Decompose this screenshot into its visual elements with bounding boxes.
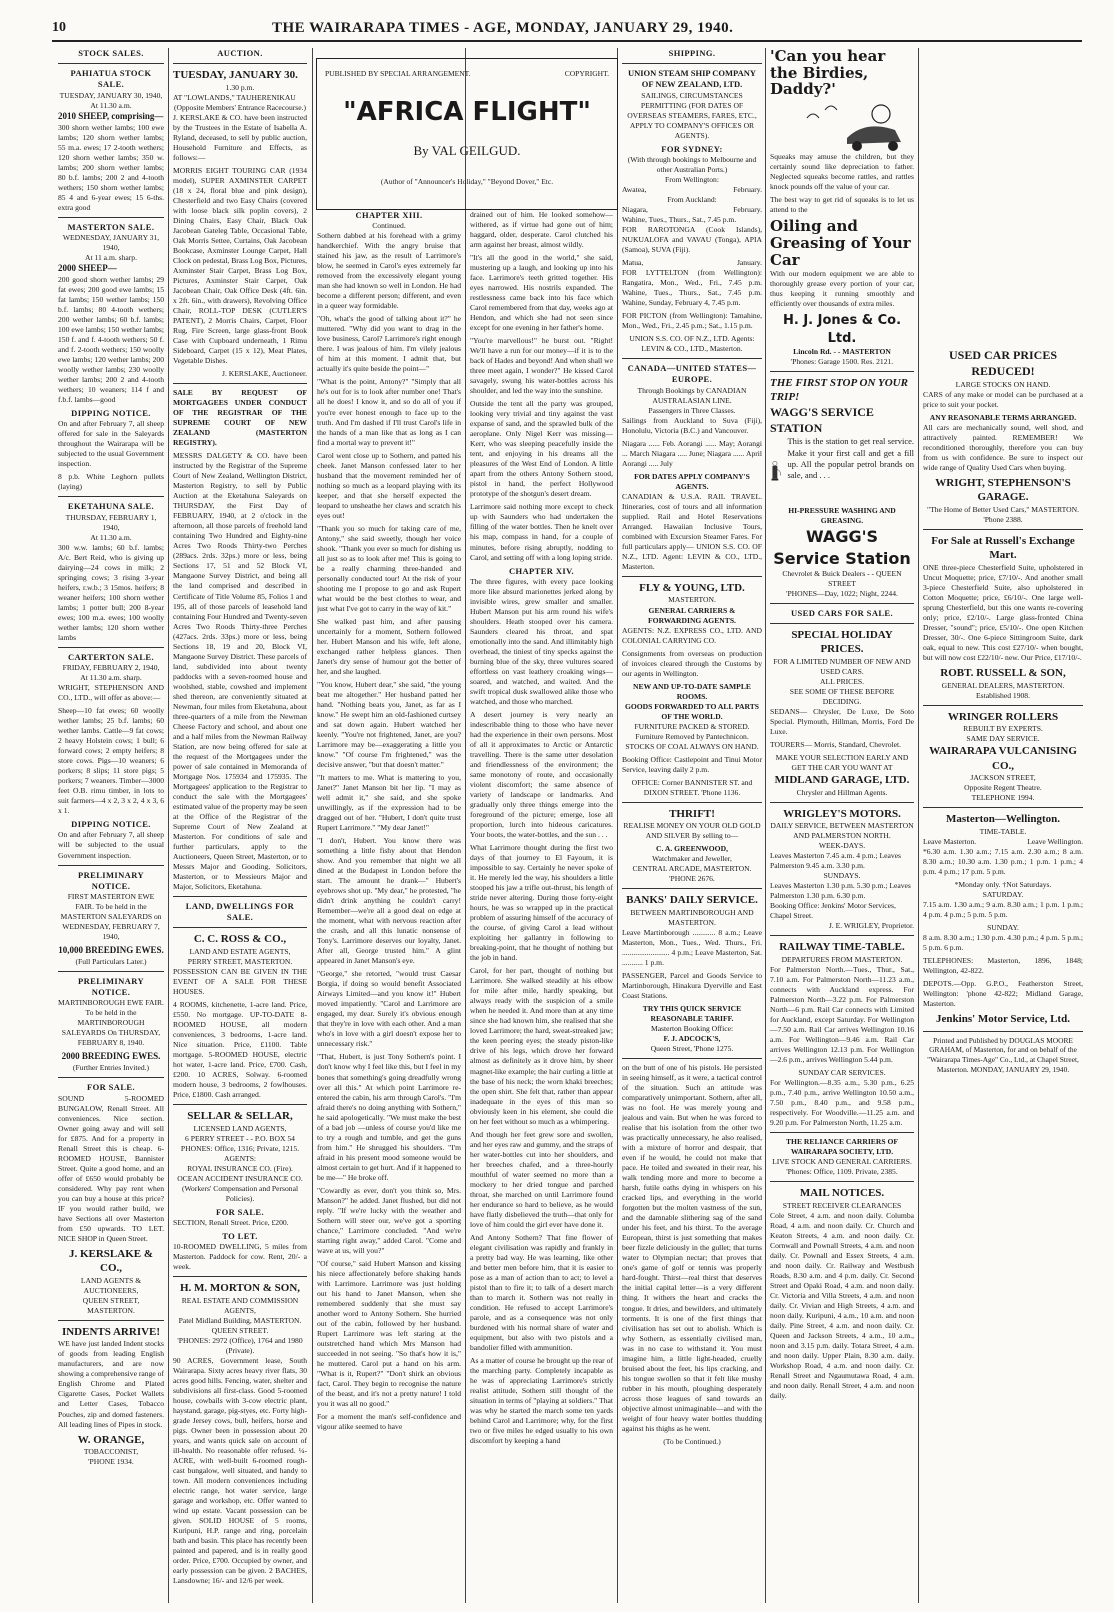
sailing-month: February. bbox=[733, 185, 762, 194]
serial-title-box bbox=[316, 58, 618, 210]
tolet-item: 10-ROOMED DWELLING, 5 miles from Masterton. Paddock for cow. Rent, 20/- a week. bbox=[173, 1242, 307, 1272]
firm-phone: 'PHONE 1934. bbox=[88, 1457, 134, 1467]
route-schedule: Niagara ...... Feb. Aorangi ...... May; Aorangi ... March Niagara ..... June; Niagara ...... April Aorangi ..... July bbox=[622, 438, 762, 468]
route-lyttelton: FOR LYTTELTON (from Wellington): Rangatira, Mon., Wed., Fri., 7.45 p.m. Wahine, Tues., Thurs., Sat., 7.45 p.m. Wahine, Sunday, February 4, 7.45 p.m. bbox=[622, 268, 762, 308]
mail-times: Cole Street, 4 a.m. and noon daily. Columba Road, 4 a.m. and noon daily. Cr. Church and Keaton Streets, 4 a.m. and noon daily. Cr. Cornwall and Pownall Streets, 4 a.m. and noon daily. Cr. Pownall and Essex Streets, 4 a.m. and noon daily. Cr. Railway and Westbush Roads, 8.30 a.m. and 4 p.m. daily. Cr. Second Street and Opaki Road, 4 a.m. and noon daily. Cr. Victoria and Villa Streets, 4 a.m. and noon daily. Cr. Vivian and High Streets, 4 a.m. and noon daily. Kuripuni, 4 a.m., 10 a.m. and noon daily. Pine Street, 4 a.m. and noon daily. Cr. Queen and Jackson Streets, 4 a.m., 10 a.m., noon and 3.15 p.m. daily. Totara Street, 4 a.m. and noon daily. Upper Plain, 8.30 a.m. daily. Workshop Road, 4 a.m. and noon daily. Cr. Renall Street and Ngaumutawa Road, 4 a.m. and noon daily. Renall Street, 4 a.m. and noon daily. bbox=[770, 1210, 914, 1401]
firm-address: 6 PERRY STREET - - P.O. BOX 54 bbox=[185, 1133, 295, 1143]
auction-note: (Opposite Members' Entrance Racecourse.) bbox=[173, 102, 307, 112]
mortgagee-body: MESSRS DALGETY & CO. have been instructed by the Registrar of the Supreme Court of New Zealand, Wellington District, Masterton Registry, to sell by Public Auction at the Eketahuna Saleyards on THURSDAY, the First Day of FEBRUARY, 1940, at 2 o'clock in the afternoon, all those parcels of freehold land containing Two Hundred and Eighty-nine Acres Two Roods Thirty-two Perches (289acs. 2rds. 32ps.) more or less, being Sections 17, 51 and 52 Block VI, Mangaone Survey District, and being all the land comprised and described in Certificate of Title Volume 85, Folios 1 and 195, all of those parcels of leasehold land containing Four Hundred and Twenty-seven Acres Two Roods Thirty-three Perches (427acs. 2rds. 33ps.) more or less, being Sections 18, 19 and 20, Block VI, Mangaone Survey District. These parcels of land, subdivided into about twenty paddocks with a seven-roomed house and woolshed, stable, cowshed and implement shed thereon, are conveniently situated at Newman, four miles from Eketahuna, about three-quarters of a mile from the Newman Cheese Factory and school, and about one and a half miles from the Newman Railway Station, are now being offered for sale at the request of the Mortgagees under the power of sale contained in Memoranda of Mortgage Nos. 175934 and 175935. The Mortgagees' application to the Registrar to conduct the sale with the Mortgagees' estimated value of the property may be seen at the Office of the Registrar of the Supreme Court of New Zealand at Masterton. For conditions of sale and further particulars, apply to the Auctioneers, Queen Street, Masterton, or to Messrs Major and Gooding, Solicitors, Masterton, or to Messieurs Major and Major, Solicitors, Eketahuna. bbox=[173, 451, 307, 891]
railway-sub: DEPARTURES FROM MASTERTON. bbox=[781, 954, 903, 964]
firm-sub: "The Home of Better Used Cars," MASTERTON. 'Phone 2388. bbox=[927, 504, 1079, 524]
story-paragraph: Sothern dabbed at his forehead with a grimy handkerchief. With the angry bruise that stained his jaw, as the result of Larrimore's blow, he seemed in Carol's eyes extremely far removed from the excessively elegant young man she had known so well in London. He had become a different person; different, and even in a queer way formidable. bbox=[317, 231, 461, 311]
proprietor: J. E. WRIGLEY, Proprietor. bbox=[828, 921, 914, 931]
story-paragraph: "What is the point, Antony?" "Simply that all he's out for is to look after number one! That's all he does! I know it, and so do all of you if you're ever honest enough to face up to the truth. And I'm dashed if I'll trust Carol's life in the hands of a man like that as long as I can find a mortal way to prevent it!" bbox=[317, 377, 461, 447]
petrol-pump-icon bbox=[770, 436, 783, 506]
car-list: SEDANS— Chrysler, De Luxe, De Soto Special. Plymouth, Hillman, Morris, Ford De Luxe. bbox=[770, 707, 914, 737]
timetable-rows: 8 a.m. 8.30 a.m.; 1.30 p.m. 4.30 p.m.; 4 p.m. 5 p.m.; 5 p.m. 6 p.m. bbox=[923, 932, 1083, 952]
sale-date: FRIDAY, FEBRUARY 2, 1940, bbox=[62, 663, 160, 673]
auction-items: MORRIS EIGHT TOURING CAR (1934 model), SUPER AXMINSTER CARPET (18 x 24, floral blue and pink design), Chesterfield and two Easy Chairs (covered with loose black silk poplin covers), 2 Dining Chairs, Easy Chair, Black Oak Jacobean Gateleg Table, Occasional Table, Oak Morris Settee, Curtains, Oak Jacobean Bookcase, Axminster Lounge Carpet, Hall Clock on pedestal, Brass Log Box, Pictures, Axminster Stair Carpet, Brass Log Box, Pictures, Axminster Stair Carpet, Oak Jacobean Chair, Oak Office Desk (4ft. 6in. x 2ft. 6in., with drawers), Revolving Office Chair, ROLL-TOP DESK (CUTLER'S PATENT), 2 Morris Chairs, Carpet, Floor Rug, Fire Screen, large glass-front Book Case with Cupboard underneath, 1 Rimu Sideboard, Carpet (15 x 12), Meat Plates, Vegetable Dishes. bbox=[173, 165, 307, 366]
story-paragraph: "It's all the good in the world," she said, mustering up a laugh, and looking up into his face. Larrimore's teeth gritted together. His eyes narrowed. His nostrils expanded. The restlessness came back into his face which Carol remembered from that day, weeks ago at Hendon, and which she had not seen since except for one evening in her father's home. bbox=[470, 253, 613, 333]
route-from: From Auckland: bbox=[667, 195, 717, 205]
story-paragraph: "Thank you so much for taking care of me, Antony," she said sweetly, though her voice shook. "Thank you ever so much for dishing us all just so as to look after me! This is going to be a really charming three-handed and personally conducted tour! At the risk of your shooting me I propose to go and ask Rupert what would be the best clothes to wear, and just what I've got to carry in the way of kit." bbox=[317, 523, 461, 613]
column-serial-story bbox=[317, 210, 461, 1603]
shipping-agent: UNION S.S. CO. OF N.Z., LTD. Agents: LEVIN & CO., LTD., Masterton. bbox=[629, 334, 755, 354]
railway-times: For Wellington.—8.35 a.m., 5.30 p.m., 6.25 p.m., 7.40 p.m., arrive Wellington 10.50 a.m., 7.50 p.m., 8.40 p.m., and 9.58 p.m., respectively. For Woodville.—11.25 a.m. and 9.20 p.m. For Palmerston North, 11.25 a.m. bbox=[770, 1078, 914, 1128]
firm-sub: LIVE STOCK AND GENERAL CARRIERS. bbox=[772, 1157, 912, 1167]
story-paragraph: The three figures, with every pace looking more like absurd marionettes jerked along by invisible wires, grew smaller and smaller. Hubert Manson put his arm round his wife's shoulders. Heath stooped over his camera. Saunders cleared his throat, and spat emotionally into the sand. And illimitably high overhead, the tiniest of tiny specks against the burning blue of the sky, three vultures soared effortless on vast leathery croaking wings—soared, and watched, and waited. And the swift tropical dusk swallowed alike those who watched, and those who marched. bbox=[470, 576, 613, 706]
story-paragraph: "Cowardly as ever, don't you think so, Mrs. Manson?" he added. Janet flushed, but did not reply. "If we're lucky with the weather and Sothern will steer our, we've got a sporting chance," Larrimore concluded. "And we're starting right away," added Carol. "Come and wave at us, will you?" bbox=[317, 1185, 461, 1255]
sailing-month: January. bbox=[736, 258, 762, 268]
route-from: From Wellington: bbox=[665, 174, 719, 184]
sale-title: EKETAHUNA SALE. bbox=[67, 501, 155, 512]
column-rule bbox=[617, 48, 618, 1603]
firm-established: Established 1908. bbox=[976, 690, 1030, 700]
firm-phone: 'Phones: Garage 1500. Res. 2121. bbox=[790, 356, 894, 366]
ad-sub: WAGG'S SERVICE STATION bbox=[770, 404, 874, 435]
firm-body: Consignments from overseas on production of invoices cleared through the Customs by our agents in Wellington. bbox=[622, 648, 762, 678]
firm-agents: AGENTS: N.Z. EXPRESS CO., LTD. AND COLONIAL CARRYING CO. bbox=[622, 625, 762, 645]
route-note: Passengers in Three Classes. bbox=[648, 405, 736, 415]
copyright-note: COPYRIGHT. bbox=[564, 69, 609, 78]
listing-notice: POSSESSION CAN BE GIVEN IN THE EVENT OF A SALE FOR THESE HOUSES. bbox=[173, 966, 307, 996]
sale-date: WEDNESDAY, JANUARY 31, 1940, bbox=[62, 232, 160, 252]
sale-title: PAHIATUA STOCK SALE. bbox=[70, 68, 152, 90]
car-driver-illustration bbox=[777, 98, 907, 152]
notice-title: DIPPING NOTICE. bbox=[71, 408, 151, 419]
timetable-depots: DEPOTS.—Opp. G.P.O., Featherston Street, Wellington: 'phone 42-822; Midland Garage, Masterton. bbox=[923, 978, 1083, 1008]
firm-dealers: Chevrolet & Buick Dealers - - QUEEN STREET bbox=[782, 568, 902, 588]
firm-sub: LICENSED LAND AGENTS, bbox=[193, 1123, 287, 1133]
ad-sub: MAKE YOUR SELECTION EARLY AND GET THE CAR YOU WANT AT bbox=[775, 753, 909, 773]
story-paragraph: Outside the tent all the party was grouped, looking very trivial and tiny against the vast expanse of sand, and the sprawled bulk of the aeroplane. Only Nigel Kerr was missing—Kerr, who was sleeping peacefully inside the tent, and enjoying in his dreams all the pleasures of the West End of London. A little apart from the others Antony Sothern stood, pistol in hand, the perfect Hollywood prototype of the shotgun's desert dream. bbox=[470, 399, 613, 499]
ad-big-text: Oiling and Greasing of Your Car bbox=[770, 216, 911, 270]
firm-phone: TELEPHONE 1994. bbox=[971, 793, 1035, 803]
sailing-month: February. bbox=[733, 205, 762, 215]
story-paragraph: For a moment the man's self-confidence and vigour alike seemed to have bbox=[317, 1412, 461, 1432]
story-paragraph: As a matter of course he brought up the rear of the marching party. Completely incapable as he was of appreciating Larrimore's strictly realist attitude, Sothern still thought of the situation in terms of "playing at soldiers." That was why he started the march some ten yards behind Carol and Larrimore; why, for the first two or five miles he edged usually to his own discomfort by keeping a hand bbox=[470, 1355, 613, 1446]
firm-feature: FURNITURE PACKED & STORED. Furniture Removed by Pantechnicon. STOCKS OF COAL ALWAYS ON HAND. bbox=[625, 721, 759, 751]
birdies-ad bbox=[770, 48, 914, 367]
notice-note: (Full Particulars Later.) bbox=[75, 956, 147, 966]
firm-name: THE RELIANCE CARRIERS OF WAIRARAPA SOCIETY, LTD. bbox=[785, 1137, 899, 1157]
ad-title: INDENTS ARRIVE! bbox=[61, 1325, 161, 1338]
story-paragraph: drained out of him. He looked somehow—withered, as if virtue had gone out of him; haggard, older, desperate. Carol clutched his arm against her breast, almost wildly. bbox=[470, 210, 613, 250]
printer-imprint: Printed and Published by DOUGLAS MOORE GRAHAM, of Masterton, for and on behalf of the "Wairarapa Times-Age" Co., Ltd., at Chapel Street, Masterton. MONDAY, JANUARY 29, 1940. bbox=[927, 1035, 1079, 1074]
firm-name: W. ORANGE, bbox=[77, 1433, 145, 1446]
forsale-items: SOUND 5-ROOMED BUNGALOW, Renall Street. All conveniences. Nice section. Owner going away and will sell for £875. And for a property in Renall Street this is cheap. 6-ROOMED HOUSE, Bannister Street. Quite a good home, and an offer of £650 would probably be considered. Why pay rent when you can buy a house at this price? IF you would rather build, we have Sections all over Masterton from £50 upwards. TO LET. NICE SHOP in Queen Street. bbox=[58, 1093, 164, 1243]
ad-title: THRIFT! bbox=[669, 807, 715, 820]
timetable-head: SUNDAY. bbox=[987, 922, 1019, 932]
listing-items: 90 ACRES, Government lease, South Wairarapa. Sixty acres heavy river flats, 30 acres good hills. Fencing, water, shelter and subdivisions all first-class. Good 5-roomed house, cowbails with 3-cow electric plant, haystand, garage, pig-styes, etc. Forty high-grade Jersey cows, bull, heifers, horse and pigs. Owner been in possession about 20 years, and wants quick sale on account of ill-health. No reasonable offer refused. ¼-ACRE, with well-built 6-roomed rough-cast bungalow, well situated, and handy to town. All modern conveniences including electric range, hot water service, large garage and workshop, etc. Offer wanted to wind up estate. Vacant possession can be given. SOLID HOUSE of 5 rooms, Kuripuni, H.P. range and ring, porcelain bath and basin. This place has recently been painted and papered, and is in really good order. Price, £700. Occupied by owner, and early possession can be given. 2 BACHES, Lansdowne; 16/- and 12/6 per week. bbox=[173, 1355, 307, 1586]
firm-name: C. C. ROSS & CO., bbox=[193, 933, 287, 946]
serial-author-note: (Author of "Announcer's Holiday," "Beyond Dover," Etc. bbox=[380, 177, 554, 186]
story-paragraph: on the butt of one of his pistols. He persisted in seeing himself, as it were, a tactical control of the situation. Such an attitude was comparatively unimportant. Sothern, after all, was no fool. He was merely young and jealous and vain. But when he was forced to realise that his isolation from the other two was practically unnecessary, he also realised, with a mixture of horror and despair, that even if he would, he could not make that pace. He toiled and sweated in their rear, his walk tending more and more to become a harsh, futile oaths dying in whispers on his cracked lips, and everything in the world forgotten but the molten vastness of the sun, and the damnable slithering sag of the sand under his feet, and his thirst. To the average European, thirst is just something that makes beer fizzle deliciously in the gullet; that turns water to Olympian nectar; that proves that one's game of golf or tennis was properly hard-fought. Thirst—real thirst that deserves the initial capital letter—is a very different thing. It withers the heart and cracks the tongue. It dries, and bewilders, and ultimately torments. It is one of the first things that civilisation has set out to abolish. Which is why Sothern, as essentially civilised man, was in no case to withstand it. You must imagine him, a little light-headed, cruelly bruised about the feet, his lips cracking, and his tongue swollen so that it felt like mushy rubber in his mouth, ploughing desperately across those leagues of sand towards an objective almost unimaginable—and with the weight of four heavy water bottles thudding against his thighs as he went. bbox=[622, 1063, 762, 1433]
firm-sub: LAND AGENTS & AUCTIONEERS, bbox=[80, 1275, 142, 1295]
firm-address: OFFICE: Corner BANNISTER ST. and DIXON STREET. 'Phone 1136. bbox=[631, 777, 753, 797]
ship-name: Awatea, bbox=[622, 185, 647, 194]
forsale-title: FOR SALE. bbox=[87, 1082, 135, 1093]
timetable-header-row bbox=[923, 837, 1083, 847]
section-heading: USED CARS FOR SALE. bbox=[790, 607, 894, 618]
firm-location: Opposite Regent Theatre. bbox=[964, 783, 1042, 793]
sale-time: At 11.30 a.m. sharp. bbox=[80, 673, 142, 683]
ad-feature: HI-PRESSURE WASHING AND GREASING. bbox=[788, 506, 896, 526]
column-rule bbox=[465, 48, 466, 1603]
sale-lot: 10,000 BREEDING EWES. bbox=[58, 945, 164, 956]
timetable-rows: 7.15 a.m. 1.30 a.m.; 9 a.m. 8.30 a.m.; 1 p.m. 1 p.m.; 4 p.m. 4 p.m.; 5 p.m. 5 p.m. bbox=[923, 899, 1083, 919]
wagg-ad bbox=[770, 376, 914, 599]
route-note: (With through bookings to Melbourne and other Australian Ports.) bbox=[627, 154, 757, 174]
ad-sub: SAME DAY SERVICE. bbox=[966, 734, 1040, 744]
sailing-row: Wahine, Tues., Thurs., Sat., 7.45 p.m. bbox=[622, 215, 737, 225]
firm-phone: 'PHONES—Day, 1022; Night, 2244. bbox=[786, 588, 898, 598]
timetable-notes: *Monday only. †Not Saturdays. bbox=[954, 879, 1052, 889]
firm-name: WAIRARAPA VULCANISING CO., bbox=[929, 745, 1077, 772]
firm-sub: GENERAL CARRIERS & FORWARDING AGENTS. bbox=[648, 605, 736, 625]
firm-name: J. KERSLAKE & CO., bbox=[68, 1247, 154, 1275]
timetable-sub: TIME-TABLE. bbox=[979, 826, 1027, 836]
column-misc-ads bbox=[923, 48, 1083, 1603]
page-number: 10 bbox=[52, 20, 66, 35]
firm-agents: AGENTS: bbox=[223, 1153, 257, 1163]
ad-body: With our modern equipment we are able to thoroughly grease every portion of your car, thus keeping it running smoothly and efficiently over thousands of extra miles. bbox=[770, 269, 914, 309]
notice-note: (Further Entries Invited.) bbox=[72, 1063, 150, 1073]
notice-title: PRELIMINARY NOTICE. bbox=[78, 869, 144, 891]
timetable-title: Masterton—Wellington. bbox=[946, 813, 1060, 826]
timetable-tel: TELEPHONES: Masterton, 1896, 1848; Wellington, 42-822. bbox=[923, 955, 1083, 975]
sale-items: 200 good shorn wether lambs; 29 fat ewes; 200 good ewe lambs; 15 fat lambs; 150 wether lambs; 150 b.f. lambs; 80 4-tooth wethers; 200 wether lambs; 60 b.f. lambs; 100 ewe lambs; 150 wether lambs; 150 f. and f. 4-tooth wethers; 50 f. and f. 2-tooth wethers; 150 woolly ewe lambs; 120 wether lambs; 200 woolly wether lambs; 230 woolly wether lambs; 200 2 and 4-tooth wethers; 10 weaners; 114 f and f.b.f. lambs—good bbox=[58, 274, 164, 405]
car-list: TOURERS— Morris, Standard, Chevrolet. bbox=[770, 740, 902, 750]
story-paragraph: Carol went close up to Sothern, and patted his cheek. Janet Manson confessed later to her husband that the movement reminded her of nothing so much as a leopard playing with its keeper, and that she herself expected the leopard to unsheathe her claws and scratch his eyes out! bbox=[317, 450, 461, 520]
firm-sub: LAND AND ESTATE AGENTS, bbox=[189, 946, 291, 956]
publish-note: PUBLISHED BY SPECIAL ARRANGEMENT. bbox=[325, 69, 471, 78]
mail-sub: STREET RECEIVER CLEARANCES bbox=[782, 1200, 902, 1210]
story-paragraph: "It matters to me. What is mattering to you, Janet?" Janet Manson bit her lip. "I may as well admit it," she said, and she spoke unwillingly, as if the expression had to be dragged out of her. "Hubert, I don't quite trust Rupert Larrimore." "My dear Janet!" bbox=[317, 773, 461, 833]
sale-time: At 11.30 a.m. bbox=[90, 532, 132, 542]
sale-title: CARTERTON SALE. bbox=[67, 651, 154, 662]
ad-title: For Sale at Russell's Exchange Mart. bbox=[931, 534, 1075, 562]
serial-title: "AFRICA FLIGHT" bbox=[343, 97, 591, 127]
ad-body: The best way to get rid of squeaks is to let us attend to the bbox=[770, 194, 914, 214]
story-paragraph: "George," she retorted, "would trust Caesar Borgia, if doing so would benefit Associated Airways Limited—and you know it!" Hubert moved impatiently. "Carol and Larrimore are engaged, my dear. Surely it's obvious enough that they're in love with each other. And a man who's in love with a girl doesn't expose her to unnecessary risk." bbox=[317, 969, 461, 1049]
firm-feature: GOODS FORWARDED TO ALL PARTS OF THE WORLD. bbox=[624, 701, 760, 721]
firm-sub: Watchmaker and Jeweller, bbox=[652, 854, 732, 864]
auctioneer-signature: J. KERSLAKE, Auctioneer. bbox=[222, 369, 307, 379]
ship-name: Niagara, bbox=[622, 205, 648, 215]
story-paragraph: And though her feet grew sore and swollen, and her eyes raw and gummy, and the straps of her water-bottles cut into her shoulders, and her breeches chafed, and a three-hourly mouthful of water seemed no more than a mockery to her dried tongue and parched throat, she marched on until Larrimore found her endurance so hard to believe, as he would have flatly disbelieved the truth—that only for love of him could the girl ever have done it. bbox=[470, 1129, 613, 1229]
firm-address: Patel Midland Building, MASTERTON. QUEEN STREET. bbox=[178, 1315, 302, 1335]
timetable-head: WEEK-DAYS. bbox=[818, 841, 866, 851]
column-auction bbox=[173, 48, 307, 1603]
story-paragraph: "You're marvellous!" he burst out. "Right! We'll have a run for our money—if it is to the back of Hades and beyond! And when shall we three meet again, I wonder?" He kissed Carol savagely, swung his water-bottles across his shoulder, and led the way into the sunshine. bbox=[470, 336, 613, 396]
ad-sub: LARGE STOCKS ON HAND. bbox=[955, 379, 1051, 389]
column-spacer bbox=[923, 48, 1083, 348]
firm-sub: GENERAL DEALERS, MASTERTON. bbox=[941, 680, 1065, 690]
ad-title: BANKS' DAILY SERVICE. bbox=[626, 894, 758, 907]
timetable-rows: Leaves Masterton 7.45 a.m. 4 p.m.; Leaves Palmerston 9.45 a.m. 3.30 p.m. bbox=[770, 851, 901, 871]
ad-body: ONE three-piece Chesterfield Suite, upholstered in Uncut Moquette; price, £7/10/-. And another small 3-piece Chesterfield Suite, also upholstered in Cotton Moquette; price, £6/10/-. One large well-sprung Chesterfield, but this one wants re-covering only; price, £2/10/-. Large glass-fronted China Dresser, "sound"; price, £5/10/-. One open Kitchen Dresser, 30/-. One 6-piece Sittingroom Suite, dark oak, equal to new. This cost £27/10/- when bought, but will now cost £22/10/- new. Our Price, £17/10/-. bbox=[923, 562, 1083, 663]
firm-name: ROBT. RUSSELL & SON, bbox=[940, 667, 1066, 680]
firm-phone: PHONES: Office, 1316; Private, 1215. bbox=[180, 1143, 300, 1153]
route-title: FOR SYDNEY: bbox=[661, 143, 723, 154]
firm-address: Queen Street, 'Phone 1275. bbox=[650, 1044, 734, 1054]
notice-body: On and after February 7, all sheep will be subjected to the usual Government inspection. bbox=[58, 830, 164, 860]
timetable-head: SATURDAY. bbox=[982, 889, 1024, 899]
story-paragraph: "You know, Hubert dear," she said, "the young beat me altogether." Her husband patted her hand. "Nothing beats you, Janet, as far as I know." He swept him an old-fashioned curtsey and sat down again. Hubert watched her keenly. "You're not frightened, Janet, are you? Larrimore may be—exaggerating a little you know." "Of course I'm frightened," was the decisive answer, "but that doesn't matter." bbox=[317, 679, 461, 770]
ad-title: SPECIAL HOLIDAY PRICES. bbox=[791, 628, 893, 656]
firm-address: QUEEN STREET, MASTERTON. bbox=[82, 1295, 140, 1315]
notice-extra: 8 p.b. White Leghorn pullets (laying) bbox=[58, 472, 164, 492]
route-note: Through Bookings by CANADIAN AUSTRALASIAN LINE. bbox=[637, 385, 747, 405]
notice-body: FIRST MASTERTON EWE FAIR. To be held in the MASTERTON SALEYARDS on WEDNESDAY, FEBRUARY 7, 1940, bbox=[60, 891, 162, 942]
firm-name: UNION STEAM SHIP COMPANY OF NEW ZEALAND, LTD. bbox=[627, 68, 757, 90]
story-paragraph: A desert journey is very nearly an indescribable thing to those who have never had the experience in their own persons. Most of all it approximates to Arctic or Antarctic travelling. There is the same utter desolation and friendlessness of the environment; the same monotony of route, and occasionally violent discomfort; the same absence of variety of landscape or landmarks. And gradually only three things emerge into the foreground of the picture; emerge, lose all proportion, lurch into hideous caricatures. Your boots, the water-bottles, and the sun . . . bbox=[470, 709, 613, 840]
mail-title: MAIL NOTICES. bbox=[799, 1187, 885, 1200]
booking-office: Masterton Booking Office: bbox=[650, 1024, 734, 1034]
booking-office: Booking Office: Jenkins' Motor Services, Chapel Street. bbox=[770, 901, 896, 921]
auction-time: 1.30 p.m. bbox=[225, 82, 255, 92]
firm-booking: Booking Office: Castlepoint and Tinui Motor Service, leaving daily 2 p.m. bbox=[622, 754, 762, 774]
notice-body: On and after February 7, all sheep offered for sale in the Saleyards throughout the Wairarapa will be subjected to the usual Government inspection. bbox=[58, 419, 164, 469]
sale-time: At 11 a.m. sharp. bbox=[84, 252, 138, 262]
railway-times: For Palmerston North.—Tues., Thur., Sat., 7.10 a.m. For Palmerston North—11.23 a.m., connects with Auckland express. For Palmerston North—3.22 p.m. For Palmerston North—6 p.m. Rail Car connects with Limited for Auckland, except Saturday. For Wellington—7.50 a.m. Rail Car arrives Wellington 10.16 a.m. For Wellington—9.46 a.m. Rail Car arrives Wellington 12.13 p.m. For Wellington—2.6 p.m., arrives Wellington 5.44 p.m. bbox=[770, 964, 914, 1065]
listing-items: 4 ROOMS, kitchenette, 1-acre land. Price, £550. No mortgage. UP-TO-DATE 8-ROOMED HOUSE, all modern conveniences, 3 bedrooms, 1-acre land. Nice situation. Price, £1100. Table mortgage. 5-ROOMED HOUSE, electric hot water, 1-acre land. Price, £700. Cash, £200. 10 ACRES, Solway. 6-roomed modern house, 3 bedrooms, 2 fowlhouses. Price, £1800. Cash arranged. bbox=[173, 1000, 307, 1100]
story-paragraph: Larrimore said nothing more except to check up with Saunders who had undertaken the filling of the water bottles. Then he knelt over his map, compass in hand, for a couple of minutes, before rising abruptly, nodding to Carol, and setting off with a long loping stride. bbox=[470, 502, 613, 562]
notice-title: DIPPING NOTICE. bbox=[71, 819, 151, 830]
story-paragraph: What Larrimore thought during the first two days of that journey to El Fayoum, it is impossible to say. Certainly he never spoke of it. He merely led the way, his shoulders a little stooped his jaw a trifle out-thrust, his length of stride never altering. During those forty-eight hours, he was so wrapped up in the practical problem of assuring himself of the accuracy of the course, of giving Carol a lead without exploiting her gallantry in following to breaking-point, that he thought of nothing but the job in hand. bbox=[470, 843, 613, 963]
story-paragraph: "That, Hubert, is just Tony Sothern's point. I don't know why I feel like this, but I feel in my bones that something's going dreadfully wrong over all this." At which point Larrimore re-entered the cabin, his arm through Carol's. "I'm afraid there's no doing anything with Sothern," he said apologetically. "We must make the best of a bad job —unless of course you'd like me to try a rough and tumble, and get the guns from him." He shrugged his shoulders. "I'm afraid in his present mood someone would be almost certain to get hurt. And if it happened to be me—" He broke off. bbox=[317, 1052, 461, 1182]
sale-intro: WRIGHT, STEPHENSON AND CO., LTD., will offer as above:— bbox=[58, 683, 164, 703]
sale-lot: 2010 SHEEP, comprising— bbox=[58, 110, 164, 121]
section-heading: LAND, DWELLINGS FOR SALE. bbox=[185, 900, 295, 923]
auction-place: AT "LOWLANDS," TAUHERENIKAU bbox=[173, 92, 296, 102]
insurance-line: OCEAN ACCIDENT INSURANCE CO. (Workers' Compensation and Personal Policies). bbox=[177, 1173, 303, 1203]
bus-parcel: PASSENGER, Parcel and Goods Service to Martinborough, Hinakura Dyerville and East Coast Stations. bbox=[622, 971, 762, 1001]
column-rule bbox=[918, 48, 919, 1603]
ad-sub: ALL PRICES. bbox=[819, 677, 865, 687]
timetable-rows: Leaves Masterton 1.30 p.m. 5.30 p.m.; Leaves Palmerston 1.30 p.m. 6.30 p.m. bbox=[770, 881, 911, 901]
firm-phone: 'PHONES: 2972 (Office), 1764 and 1980 (Private). bbox=[177, 1335, 303, 1355]
tolet-title: TO LET. bbox=[222, 1231, 258, 1242]
firm-sub: DAILY SERVICE, BETWEEN MASTERTON AND PALMERSTON NORTH. bbox=[770, 821, 914, 841]
column-shipping bbox=[622, 48, 762, 1603]
ship-name: Matua, bbox=[622, 258, 644, 268]
route-title: CANADA—UNITED STATES—EUROPE. bbox=[627, 363, 757, 385]
ad-sub: SEE SOME OF THESE BEFORE DECIDING. bbox=[789, 687, 895, 707]
serial-byline: By VAL GEILGUD. bbox=[413, 143, 521, 158]
firm-name: C. A. GREENWOOD, bbox=[656, 844, 728, 854]
timetable-col-head: Leave Wellington. bbox=[1027, 836, 1083, 846]
ad-sub: REBUILT BY EXPERTS. bbox=[963, 724, 1043, 734]
newspaper-title: THE WAIRARAPA TIMES - AGE, MONDAY, JANUARY 29, 1940. bbox=[272, 20, 734, 36]
sailing-row bbox=[622, 185, 762, 195]
timetable-head: SUNDAYS. bbox=[823, 871, 861, 881]
firm-name: WRIGHT, STEPHENSON'S GARAGE. bbox=[935, 476, 1071, 504]
sale-items: 300 w.w. lambs; 60 b.f. lambs; A/c. Bert Reid, who is giving up dairying—24 cows in milk; 2 springing cows; 3 rising 3-year heifers, r.w.b.; 3 15mos. heifers; 8 weaner heifers; 100 shorn wether lambs; 1 potter bull; 200 8-year ewes; 100 m.a. ewes; 100 woolly wether lambs; 120 shorn wether lambs bbox=[58, 542, 164, 642]
firm-name: H. M. MORTON & SON, bbox=[179, 1282, 301, 1295]
forsale-title: FOR SALE. bbox=[216, 1206, 264, 1217]
chapter-heading: CHAPTER XIII. bbox=[355, 210, 423, 220]
firm-phone: 'Phones: Office, 1109. Private, 2385. bbox=[786, 1167, 898, 1177]
firm-name: FLY & YOUNG, LTD. bbox=[639, 581, 745, 594]
story-paragraph: "I don't, Hubert. You know there was something a little fishy about that Hendon show. And you remember that night we all dined at the Budapest in London before the start. The amount he drank—" Hubert's eyebrows shot up. "My dear," he protested, "he didn't drink anything he couldn't carry! Remember—we're all a good deal on edge at the moment, what with nervous reaction after the crash, and all this lunatic nonsense of Tony's. Larrimore deserves our loyalty, Janet. After all, George trusted him." A glint appeared in Janet Manson's eye. bbox=[317, 836, 461, 966]
ad-body: This is the station to get real service. Make it your first call and get a fill up. All the popular petrol brands on sale, and . . . bbox=[787, 436, 914, 481]
firm-name: H. J. Jones & Co. Ltd. bbox=[782, 313, 902, 346]
story-paragraph: She walked past him, and after pausing uncertainly for a moment, Sothern followed her. Hubert Manson and his wife, left alone, exchanged rather helpless glances. Then Janet's dry sense of humour got the better of her, and she laughed. bbox=[317, 616, 461, 676]
sale-items: Sheep—10 fat ewes; 60 woolly wether lambs; 25 b.f. lambs; 60 wether lambs. Cattle—9 fat cows; 2 heavy Holstein cows; 1 bull; 6 forward cows; 2 empty heifers; 8 store cows. Pigs—10 weaners; 6 porkers; 8 slips; 11 store pigs; 5 porkers; 7 weaners. Timber—3000 feet O.B. rimu timber, in lots to suit farmers—4 x 2, 3 x 2, 4 x 3, 6 x 1. bbox=[58, 706, 164, 816]
firm-sub: TOBACCONIST, bbox=[83, 1447, 139, 1457]
sale-date: THURSDAY, FEBRUARY 1, 1940, bbox=[65, 512, 157, 532]
column-serial-continued bbox=[470, 210, 613, 1603]
railway-title: RAILWAY TIME-TABLE. bbox=[779, 941, 905, 954]
rail-travel: CANADIAN & U.S.A. RAIL TRAVEL. Itineraries, cost of tours and all information supplied. Rail and Hotel Reservations Arranged. Hawaiian Inclusive Tours, combined with Excursion Steamer Fares. For full particulars apply— UNION S.S. CO. OF N.Z., LTD. Agent: LEVIN & CO., LTD., Masterton. bbox=[622, 491, 762, 571]
firm-town: MASTERTON. bbox=[668, 595, 716, 605]
sale-lot: 2000 SHEEP— bbox=[58, 262, 117, 273]
firm-agents: Chrysler and Hillman Agents. bbox=[796, 787, 888, 797]
ad-sub: ANY REASONABLE TERMS ARRANGED. bbox=[929, 412, 1077, 422]
ad-body: CARS of any make or model can be purchased at a price to suit your pocket. bbox=[923, 389, 1083, 409]
sale-date: TUESDAY, JANUARY 30, 1940, bbox=[59, 90, 163, 100]
firm-address: JACKSON STREET, bbox=[970, 773, 1036, 783]
auction-intro: J. KERSLAKE & CO. have been instructed by the Trustees in the Estate of Isabella A. Ryland, deceased, to sell by public auction, Household Furniture and Effects, as follows:— bbox=[173, 112, 307, 162]
auction-date: TUESDAY, JANUARY 30. bbox=[173, 69, 298, 82]
firm-name: WRIGLEY'S MOTORS. bbox=[783, 807, 901, 820]
notice-body: MARTINBOROUGH EWE FAIR. To be held in the MARTINBOROUGH SALEYARDS On THURSDAY, FEBRUARY 8, 1940. bbox=[58, 998, 164, 1048]
shipping-note: SAILINGS, CIRCUMSTANCES PERMITTING (FOR DATES OF OVERSEAS STEAMERS, FARES, ETC., APPLY TO COMPANY'S OFFICES OR AGENTS). bbox=[627, 90, 757, 140]
mortgagee-title: SALE BY REQUEST OF MORTGAGEES UNDER CONDUCT OF THE REGISTRAR OF THE SUPREME COURT OF NEW ZEALAND (MASTERTON REGISTRY). bbox=[173, 388, 307, 448]
sailing-row bbox=[622, 258, 762, 268]
masthead bbox=[52, 18, 1082, 42]
route-body: Sailings from Auckland to Suva (Fiji), Honolulu, Victoria (B.C.) and Vancouver. bbox=[622, 415, 762, 435]
firm-address: CENTRAL ARCADE, MASTERTON. 'PHONE 2676. bbox=[632, 864, 752, 884]
column-stock-sales bbox=[58, 48, 164, 1603]
story-paragraph: "Of course," said Hubert Manson and kissing his niece affectionately before shaking hands with Larrimore. Larrimore was just holding out his hand to Janet Manson, when she remembered suddenly that she must say another word to Antony Sothern. She hurried out of the cabin, followed by her husband. Rupert Larrimore was left staring at the outstretched hand which Mrs Manson had succeeded in not seeing. "So that's how it is," he muttered. Carol put a hand on his arm. "What is it, Rupert?" "Don't shirk an obvious fact, Carol. They begin to recognise the nature of the beast, and it's not a pretty nature! I told you it was all no good." bbox=[317, 1258, 461, 1408]
sale-title: MASTERTON SALE. bbox=[67, 221, 155, 232]
route-note: FOR DATES APPLY COMPANY'S AGENTS. bbox=[634, 471, 750, 491]
ad-body: Squeaks may amuse the children, but they certainly sound like depreciation to father. Neglected squeaks become rattles, and rattles knock pounds off the value of your car. bbox=[770, 151, 914, 191]
timetable-col-head: Leave Masterton. bbox=[923, 836, 977, 846]
railway-sub: SUNDAY CAR SERVICES. bbox=[798, 1068, 886, 1078]
column-rule bbox=[168, 48, 169, 1603]
chapter-heading: CHAPTER XIV. bbox=[508, 565, 575, 576]
sale-lot: 2000 BREEDING EWES. bbox=[61, 1051, 161, 1062]
timetable-rows: *6.30 a.m. 1.30 a.m.; 7.15 a.m. 2.30 a.m.; 8 a.m. 8.30 a.m.; 10.30 a.m. 1.30 p.m.; 1 p.m. 1 p.m.; 4 p.m. 4 p.m.; 17 p.m. 5 p.m. bbox=[923, 846, 1083, 876]
firm-name: SELLAR & SELLAR, bbox=[187, 1110, 293, 1123]
column-garage-ads bbox=[770, 48, 914, 1603]
story-paragraph: "Oh, what's the good of talking about it?" he muttered. "Why did you want to drag in the love business, Carol? Larrimore's right enough there. I was jealous of him. I'm vilely jealous of him at this moment. I admit that, but actually it's quite beside the point—" bbox=[317, 314, 461, 374]
insurance-line: ROYAL INSURANCE CO. (Fire). bbox=[187, 1163, 293, 1173]
firm-address: Lincoln Rd. - - MASTERTON bbox=[793, 346, 891, 356]
firm-feature: NEW AND UP-TO-DATE SAMPLE ROOMS. bbox=[633, 681, 751, 701]
section-heading: AUCTION. bbox=[217, 48, 263, 58]
sale-time: At 11.30 a.m. bbox=[90, 100, 132, 110]
firm-name: F. J. ADCOCK'S, bbox=[663, 1034, 721, 1044]
ad-headline: 'Can you hear the Birdies, Daddy?' bbox=[770, 48, 886, 98]
column-rule bbox=[312, 48, 313, 1603]
ad-title: USED CAR PRICES REDUCED! bbox=[948, 348, 1058, 378]
ad-body: All cars are mechanically sound, well shod, and attractively painted. REMEMBER! We reconditioned thoroughly, therefore you can buy from us with confidence. Be sure to inspect our wide range of Quality Used Cars when buying. bbox=[923, 422, 1083, 472]
section-heading: STOCK SALES. bbox=[78, 48, 144, 58]
ad-slogan: TRY THIS QUICK SERVICE REASONABLE TARIFF. bbox=[642, 1004, 742, 1024]
ad-body: REALISE MONEY ON YOUR OLD GOLD AND SILVER By selling to— bbox=[623, 821, 761, 841]
chapter-sub: Continued. bbox=[372, 221, 406, 231]
notice-title: PRELIMINARY NOTICE. bbox=[78, 975, 144, 998]
section-heading: SHIPPING. bbox=[668, 48, 716, 58]
bus-times: Leave Martinborough ............ 8 a.m.; Leave Masterton, Mon., Tues., Wed. Thurs., Fri. ......................... 4 p.m.; Leave Masterton, Sat. ........... 1 p.m. bbox=[622, 927, 762, 967]
ad-sub: FOR A LIMITED NUMBER OF NEW AND USED CARS. bbox=[773, 656, 911, 676]
ad-body: WE have just landed Indent stocks of goods from leading English manufacturers, and are now showing a comprehensive range of English Chrome and Plated Cigarette Cases, Pocket Wallets and Letter Cases, Tobacco Pouches, zip and domed fasteners. All leading lines of Pipes in stock. bbox=[58, 1339, 164, 1429]
story-paragraph: Carol, for her part, thought of nothing but Larrimore. She walked steadily at his elbow for mile after mile, hardly speaking, but always ready with the suspicion of a smile when he needed it. And more than at any time since she had known him, she realised that she loved Larrimore; the hard, sweat-streaked jaw; the keen peering eyes; the steady piston-like drive of his legs, which drove her forward almost as definitely as it drove him, by sheer magnet-like example; the hair curling a little at the base of his neck; the worn khaki breeches; the open shirt. She felt that, rather than appear inadequate in the eyes of this man so obviously keen in his element, she could die on her feet without so much as a whimpering. bbox=[470, 966, 613, 1126]
sailing-row bbox=[622, 205, 762, 215]
firm-sub: REAL ESTATE AND COMMISSION AGENTS, bbox=[181, 1295, 299, 1315]
route-title: FOR RAROTONGA (Cook Islands), NUKUALOFA and VAVAU (Tonga), APIA (Samoa), SUVA (Fiji). bbox=[622, 225, 762, 255]
sale-items: 300 shorn wether lambs; 100 ewe lambs; 120 shorn wether lambs; 55 m.a. ewes; 17 2-tooth wethers; 120 shorn wether lambs; 350 w. lambs; 200 shorn wether lambs; 80 b.f. lambs; 200 2 and 4-tooth wethers; 150 shorn wether lambs; 85 4 and 6-year ewes; 15 6-ths. extra good bbox=[58, 122, 164, 212]
ad-title: WRINGER ROLLERS bbox=[947, 710, 1059, 723]
ad-sub: BETWEEN MARTINBOROUGH AND MASTERTON. bbox=[630, 907, 754, 927]
story-continued: (To be Continued.) bbox=[663, 1436, 721, 1446]
firm-name: MIDLAND GARAGE, LTD. bbox=[774, 774, 910, 787]
ad-headline: THE FIRST STOP ON YOUR TRIP! bbox=[770, 376, 908, 404]
wagg-body-row bbox=[770, 436, 914, 506]
firm-name: Jenkins' Motor Service, Ltd. bbox=[936, 1013, 1070, 1025]
forsale-item: SECTION, Renall Street. Price, £200. bbox=[173, 1218, 289, 1228]
wagg-logo: WAGG'S Service Station bbox=[773, 527, 911, 568]
column-rule bbox=[765, 48, 766, 1603]
story-paragraph: And Antony Sothern? That fine flower of elegant civilisation was rapidly and frankly in a pretty bad way. He was learning, like other and better men before him, that it is easier to pose as a man of action than to act; to level a pistol than to fire it; to talk of a desert march than to march it. Sothern was not really in condition. He refused to accept Larrimore's parole, and as a consequence was not only burdened with his normal share of water and equipment, but also with two pistols and a bandolier filled with ammunition. bbox=[470, 1232, 613, 1352]
route-picton: FOR PICTON (from Wellington): Tamahine, Mon., Wed., Fri., 2.45 p.m.; Sat., 1.15 p.m. bbox=[622, 311, 762, 331]
firm-address: PERRY STREET, MASTERTON. bbox=[187, 956, 293, 966]
